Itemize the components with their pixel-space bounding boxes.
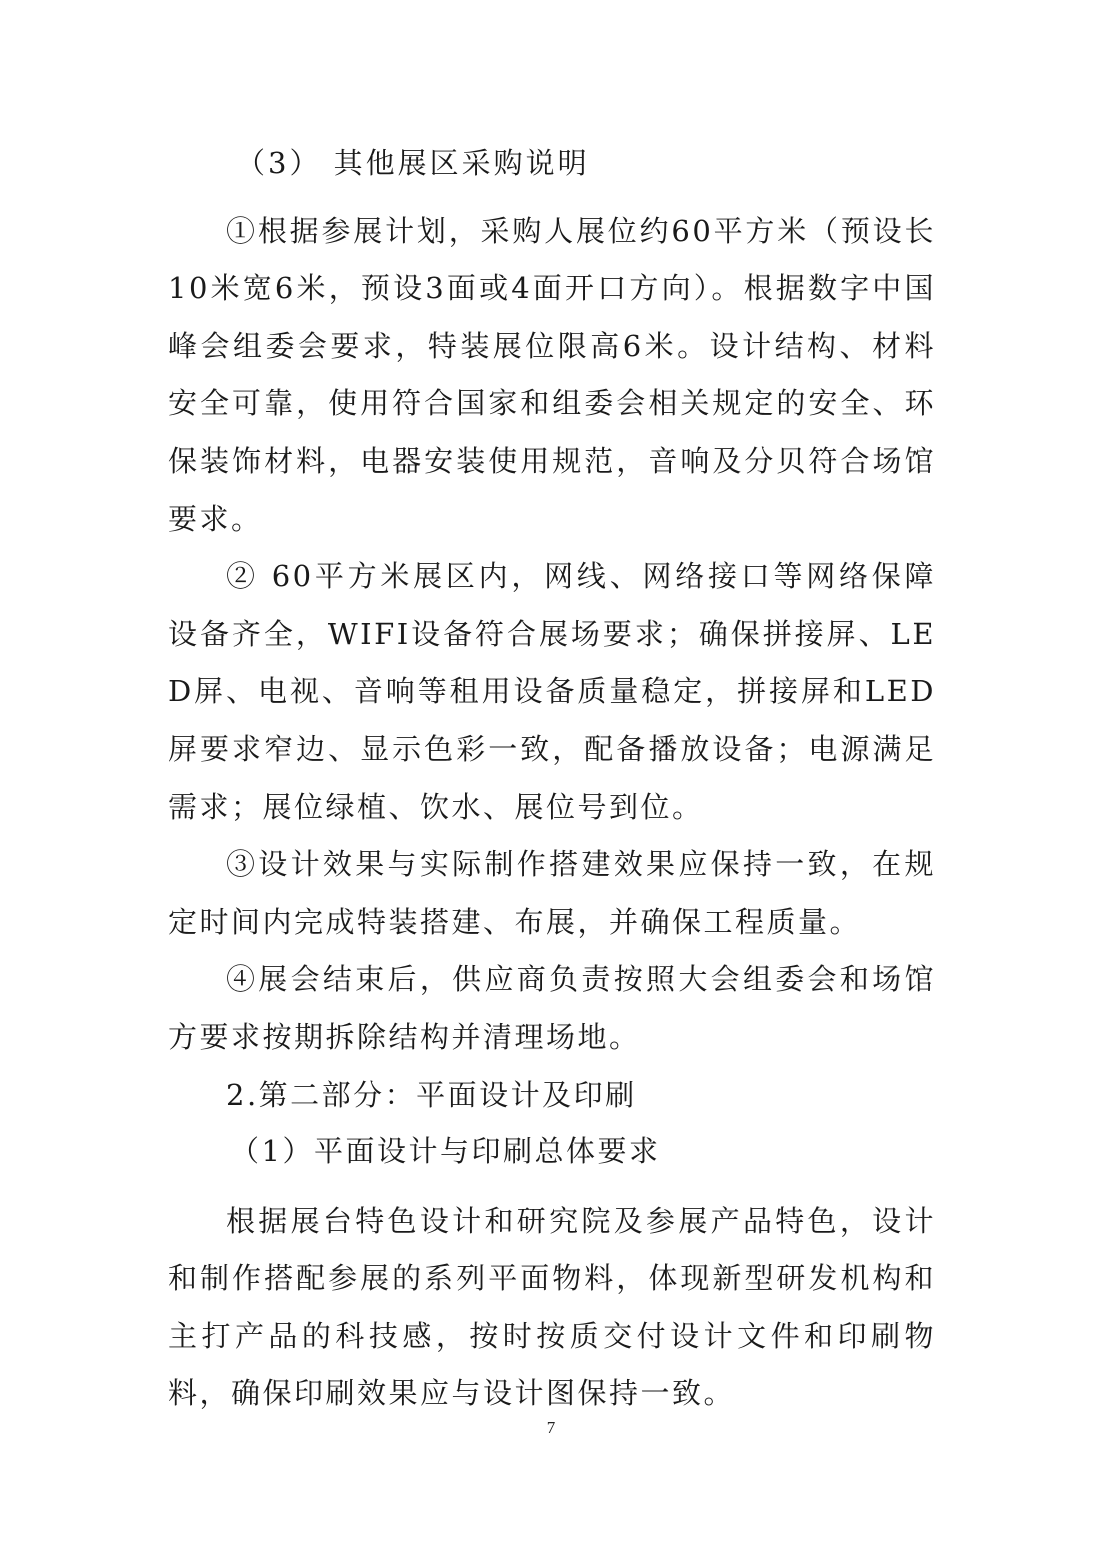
- paragraph-2: ② 60平方米展区内，网线、网络接口等网络保障设备齐全，WIFI设备符合展场要求；确保拼接屏、LED屏、电视、音响等租用设备质量稳定，拼接屏和LED屏要求窄边、显示色彩一致，配备播放设备；电源满足需求；展位绿植、饮水、展位号到位。: [168, 559, 936, 824]
- paragraph-4: ④展会结束后，供应商负责按照大会组委会和场馆方要求按期拆除结构并清理场地。: [168, 962, 936, 1054]
- paragraph-1: ①根据参展计划，采购人展位约60平方米（预设长10米宽6米，预设3面或4面开口方向）。根据数字中国峰会组委会要求，特装展位限高6米。设计结构、材料安全可靠，使用符合国家和组委会相关规定的安全、环保装饰材料，电器安装使用规范，音响及分贝符合场馆要求。: [168, 213, 936, 536]
- page-number: 7: [546, 1418, 556, 1437]
- sub-heading: （1）平面设计与印刷总体要求: [230, 1133, 661, 1168]
- paragraph-3: ③设计效果与实际制作搭建效果应保持一致，在规定时间内完成特装搭建、布展，并确保工程质量。: [168, 847, 936, 939]
- final-paragraph: 根据展台特色设计和研究院及参展产品特色，设计和制作搭配参展的系列平面物料，体现新型研发机构和主打产品的科技感，按时按质交付设计文件和印刷物料，确保印刷效果应与设计图保持一致。: [168, 1203, 936, 1411]
- part-heading: 2.第二部分：平面设计及印刷: [226, 1077, 637, 1112]
- section-heading: （3） 其他展区采购说明: [236, 146, 590, 180]
- document-body: [168, 135, 936, 1423]
